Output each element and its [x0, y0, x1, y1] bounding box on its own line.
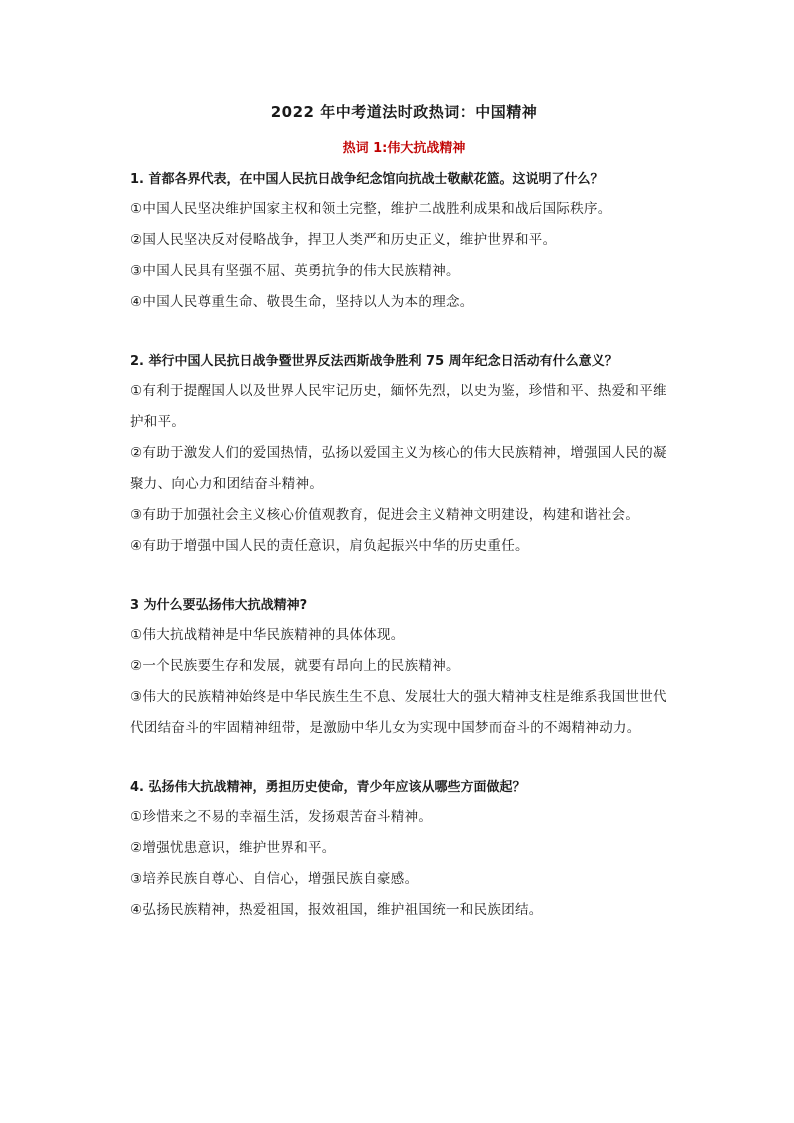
document-content — [130, 96, 678, 926]
answer-3-1: ①伟大抗战精神是中华民族精神的具体体现。 — [130, 627, 405, 643]
qa-section-1 — [130, 166, 678, 318]
qa-section-3 — [130, 592, 678, 744]
answer-1-2: ②国人民坚决反对侵略战争，捍卫人类严和历史正义，维护世界和平。 — [130, 232, 557, 248]
answer-3-2: ②一个民族要生存和发展，就要有昂向上的民族精神。 — [130, 658, 460, 674]
answer-1-3: ③中国人民具有坚强不屈、英勇抗争的伟大民族精神。 — [130, 263, 460, 279]
section-spacer — [130, 562, 678, 592]
qa-section-2 — [130, 348, 678, 562]
question-2: 2. 举行中国人民抗日战争暨世界反法西斯战争胜利 75 周年纪念日活动有什么意义？ — [130, 354, 618, 369]
answer-2-3: ③有助于加强社会主义核心价值观教育，促进会主义精神文明建设，构建和谐社会。 — [130, 507, 640, 523]
section-spacer — [130, 318, 678, 348]
answer-4-2: ②增强忧患意识，维护世界和平。 — [130, 840, 336, 856]
answer-4-3: ③培养民族自尊心、自信心，增强民族自豪感。 — [130, 871, 419, 887]
question-4: 4. 弘扬伟大抗战精神，勇担历史使命，青少年应该从哪些方面做起？ — [130, 780, 526, 795]
answer-2-2: ②有助于激发人们的爱国热情，弘扬以爱国主义为核心的伟大民族精神，增强国人民的凝聚力、向心力和团结奋斗精神。 — [130, 445, 667, 492]
document-title: 2022 年中考道法时政热词：中国精神 — [270, 103, 538, 121]
answer-1-1: ①中国人民坚决维护国家主权和领土完整，维护二战胜利成果和战后国际秩序。 — [130, 201, 612, 217]
answer-4-1: ①珍惜来之不易的幸福生活，发扬艰苦奋斗精神。 — [130, 809, 433, 825]
question-1: 1. 首都各界代表，在中国人民抗日战争纪念馆向抗战士敬献花篮。这说明了什么？ — [130, 172, 604, 187]
answer-2-1: ①有利于提醒国人以及世界人民牢记历史，緬怀先烈，以史为鉴，珍惜和平、热爱和平维护和平。 — [130, 383, 667, 430]
answer-1-4: ④中国人民尊重生命、敬畏生命，坚持以人为本的理念。 — [130, 294, 474, 310]
question-3: 3 为什么要弘扬伟大抗战精神? — [130, 598, 308, 613]
answer-3-3: ③伟大的民族精神始终是中华民族生生不息、发展壮大的强大精神支柱是维系我国世世代代团结奋斗的牢固精神纽带，是激励中华儿女为实现中国梦而奋斗的不竭精神动力。 — [130, 689, 667, 736]
answer-2-4: ④有助于增强中国人民的责任意识，肩负起振兴中华的历史重任。 — [130, 538, 529, 554]
qa-section-4 — [130, 774, 678, 926]
hotword-subtitle: 热词 1:伟大抗战精神 — [342, 141, 466, 156]
section-spacer — [130, 744, 678, 774]
answer-4-4: ④弘扬民族精神，热爱祖国，报效祖国，维护祖国统一和民族团结。 — [130, 902, 543, 918]
